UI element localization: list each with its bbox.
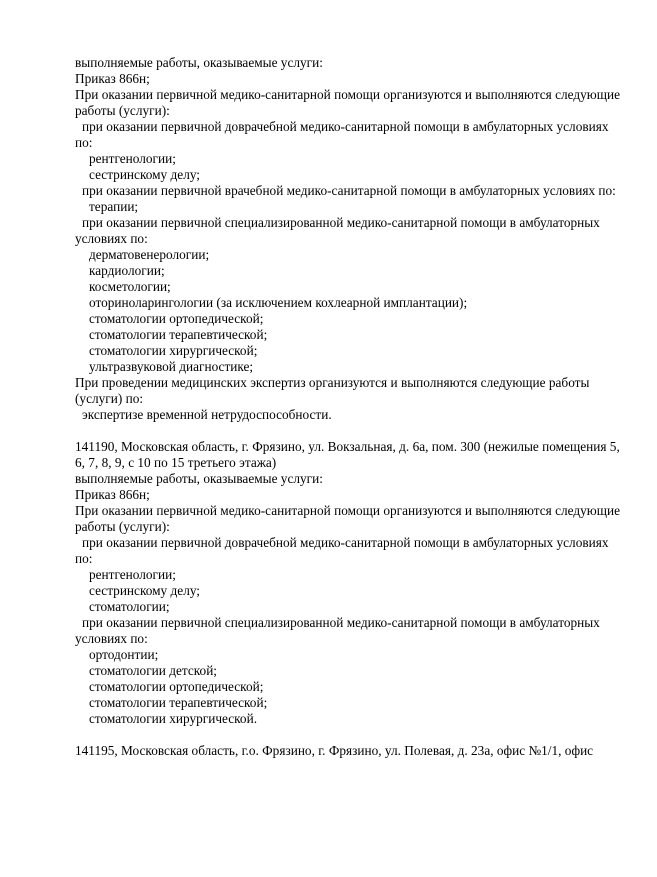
address-section xyxy=(75,743,635,759)
text-line: 141190, Московская область, г. Фрязино, ул. Вокзальная, д. 6а, пом. 300 (нежилые помещения 5, xyxy=(75,439,620,454)
paragraph-spacer xyxy=(75,423,635,439)
text-line: При оказании первичной медико-санитарной помощи организуются и выполняются следующие xyxy=(75,87,620,102)
text-line: выполняемые работы, оказываемые услуги: xyxy=(75,471,323,486)
list-item: стоматологии; xyxy=(89,599,170,614)
text-line: выполняемые работы, оказываемые услуги: xyxy=(75,55,323,70)
list-item: стоматологии терапевтической; xyxy=(89,327,268,342)
subheading-line: при оказании первичной доврачебной медико-санитарной помощи в амбулаторных условиях xyxy=(82,535,609,550)
document-page xyxy=(75,55,635,759)
text-line: При проведении медицинских экспертиз организуются и выполняются следующие работы xyxy=(75,375,590,390)
list-item: стоматологии ортопедической; xyxy=(89,679,264,694)
subheading-line: экспертизе временной нетрудоспособности. xyxy=(82,407,332,422)
text-line: Приказ 866н; xyxy=(75,71,150,86)
list-item: рентгенологии; xyxy=(89,151,176,166)
list-item: кардиологии; xyxy=(89,263,165,278)
list-item: сестринскому делу; xyxy=(89,583,200,598)
list-item: стоматологии ортопедической; xyxy=(89,311,264,326)
list-item: оториноларингологии (за исключением кохлеарной имплантации); xyxy=(89,295,468,310)
subheading-line: при оказании первичной специализированной медико-санитарной помощи в амбулаторных xyxy=(82,615,600,630)
list-item: терапии; xyxy=(89,199,139,214)
text-line: 141195, Московская область, г.о. Фрязино, г. Фрязино, ул. Полевая, д. 23а, офис №1/1, офис xyxy=(75,743,594,758)
list-item: ортодонтии; xyxy=(89,647,159,662)
list-item: стоматологии хирургической. xyxy=(89,711,258,726)
text-line: условиях по: xyxy=(75,231,148,246)
text-line: Приказ 866н; xyxy=(75,487,150,502)
text-line: При оказании первичной медико-санитарной помощи организуются и выполняются следующие xyxy=(75,503,620,518)
list-item: стоматологии терапевтической; xyxy=(89,695,268,710)
text-line: условиях по: xyxy=(75,631,148,646)
list-item: ультразвуковой диагностике; xyxy=(89,359,254,374)
text-line: 6, 7, 8, 9, с 10 по 15 третьего этажа) xyxy=(75,455,277,470)
paragraph-spacer xyxy=(75,727,635,743)
subheading-line: при оказании первичной врачебной медико-санитарной помощи в амбулаторных условиях по: xyxy=(82,183,616,198)
text-line: работы (услуги): xyxy=(75,103,170,118)
list-item: сестринскому делу; xyxy=(89,167,200,182)
list-item: стоматологии хирургической; xyxy=(89,343,258,358)
list-item: дерматовенерологии; xyxy=(89,247,210,262)
text-line: работы (услуги): xyxy=(75,519,170,534)
subheading-line: при оказании первичной специализированной медико-санитарной помощи в амбулаторных xyxy=(82,215,600,230)
list-item: стоматологии детской; xyxy=(89,663,218,678)
services-section xyxy=(75,55,635,423)
subheading-line: при оказании первичной доврачебной медико-санитарной помощи в амбулаторных условиях xyxy=(82,119,609,134)
text-line: (услуги) по: xyxy=(75,391,144,406)
list-item: рентгенологии; xyxy=(89,567,176,582)
text-line: по: xyxy=(75,551,93,566)
list-item: косметологии; xyxy=(89,279,171,294)
text-line: по: xyxy=(75,135,93,150)
address-section xyxy=(75,439,635,727)
